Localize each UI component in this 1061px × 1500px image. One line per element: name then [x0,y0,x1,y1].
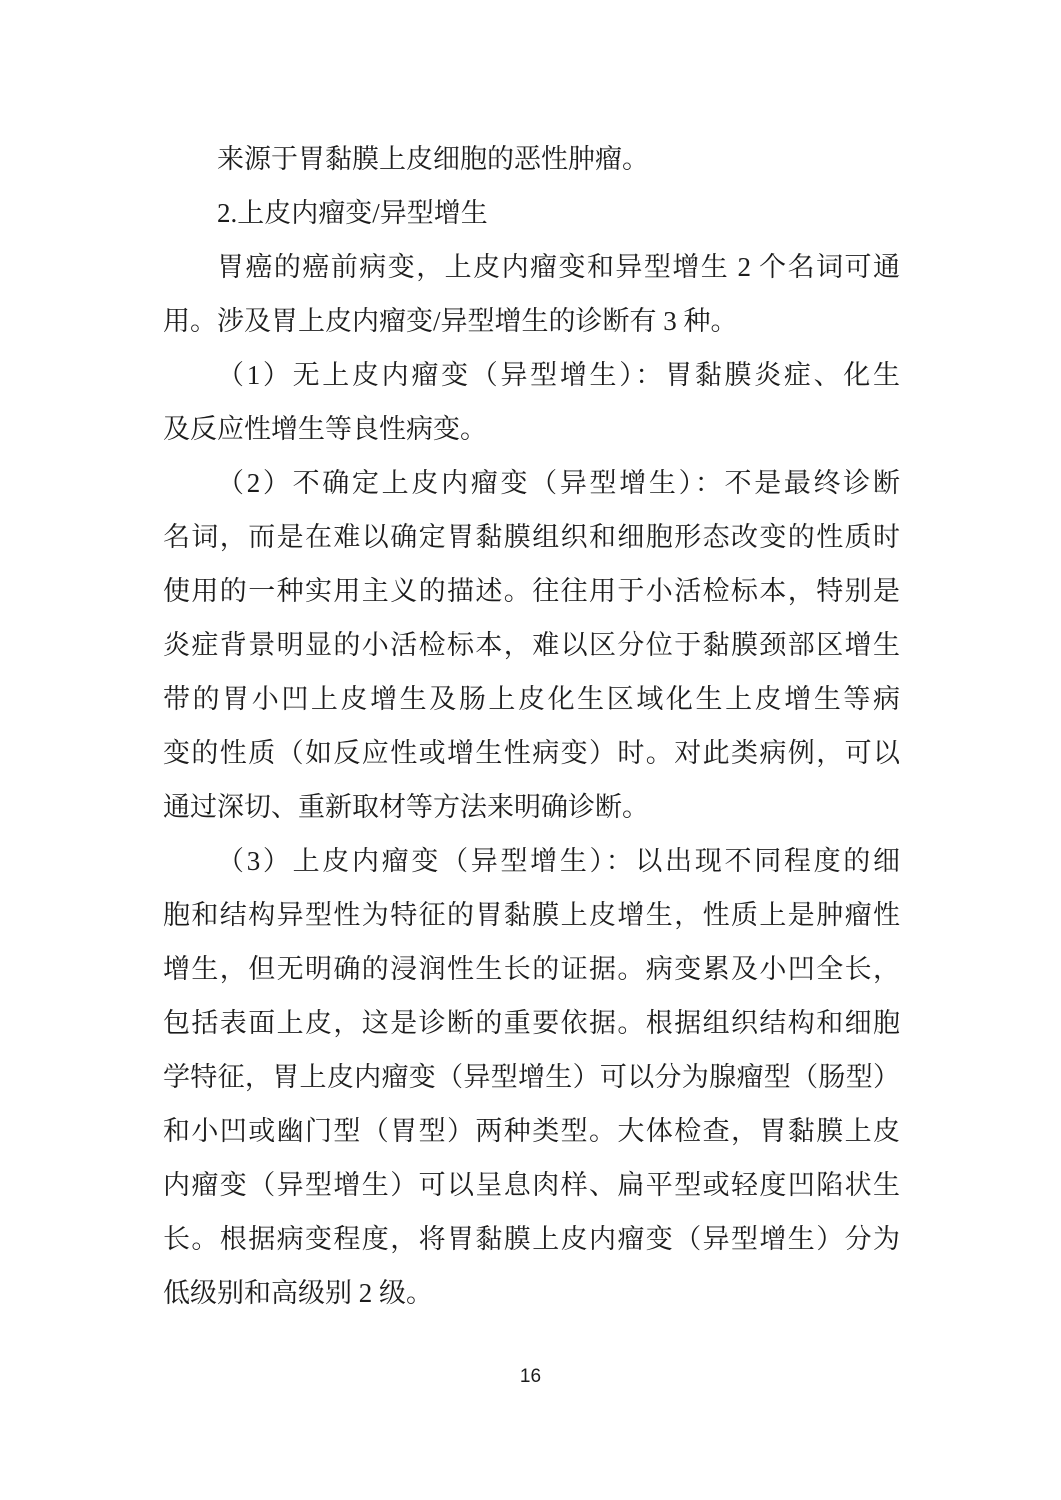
text-line: （2）不确定上皮内瘤变（异型增生）：不是最终诊断 [217,468,900,498]
text-line: 来源于胃黏膜上皮细胞的恶性肿瘤。 [217,144,649,174]
para-tumor-origin [163,132,900,186]
text-line: （3）上皮内瘤变（异型增生）：以出现不同程度的细 [217,846,900,876]
text-line: 胃癌的癌前病变，上皮内瘤变和异型增生 2 个名词可通 [217,252,900,282]
text-line: 包括表面上皮，这是诊断的重要依据。根据组织结构和细胞 [163,1008,900,1038]
text-line: 和小凹或幽门型（胃型）两种类型。大体检查，胃黏膜上皮 [163,1116,900,1146]
page-footer [0,1366,1061,1388]
text-line: 长。根据病变程度，将胃黏膜上皮内瘤变（异型增生）分为 [163,1224,900,1254]
text-line: 学特征，胃上皮内瘤变（异型增生）可以分为腺瘤型（肠型） [163,1062,900,1092]
para-item-3-intraepithelial-neoplasia [163,834,900,1320]
para-item-2-indefinite-neoplasia [163,456,900,834]
text-line: 带的胃小凹上皮增生及肠上皮化生区域化生上皮增生等病 [163,684,900,714]
text-line: 名词，而是在难以确定胃黏膜组织和细胞形态改变的性质时 [163,522,900,552]
text-line: 使用的一种实用主义的描述。往往用于小活检标本，特别是 [163,576,900,606]
heading-intraepithelial-neoplasia [163,186,900,240]
para-precancerous-terms [163,240,900,348]
text-line: 变的性质（如反应性或增生性病变）时。对此类病例，可以 [163,738,900,768]
para-item-1-no-neoplasia [163,348,900,456]
text-line: 2.上皮内瘤变/异型增生 [217,198,488,228]
text-line: 胞和结构异型性为特征的胃黏膜上皮增生，性质上是肿瘤性 [163,900,900,930]
body-text [163,132,900,1320]
text-line: 炎症背景明显的小活检标本，难以区分位于黏膜颈部区增生 [163,630,900,660]
text-line: 低级别和高级别 2 级。 [163,1278,433,1308]
text-line: （1）无上皮内瘤变（异型增生）：胃黏膜炎症、化生 [217,360,900,390]
text-line: 内瘤变（异型增生）可以呈息肉样、扁平型或轻度凹陷状生 [163,1170,900,1200]
text-line: 增生，但无明确的浸润性生长的证据。病变累及小凹全长， [163,954,900,984]
text-line: 及反应性增生等良性病变。 [163,414,487,444]
page-number: 16 [519,1366,542,1387]
text-line: 用。涉及胃上皮内瘤变/异型增生的诊断有 3 种。 [163,306,738,336]
text-line: 通过深切、重新取材等方法来明确诊断。 [163,792,649,822]
